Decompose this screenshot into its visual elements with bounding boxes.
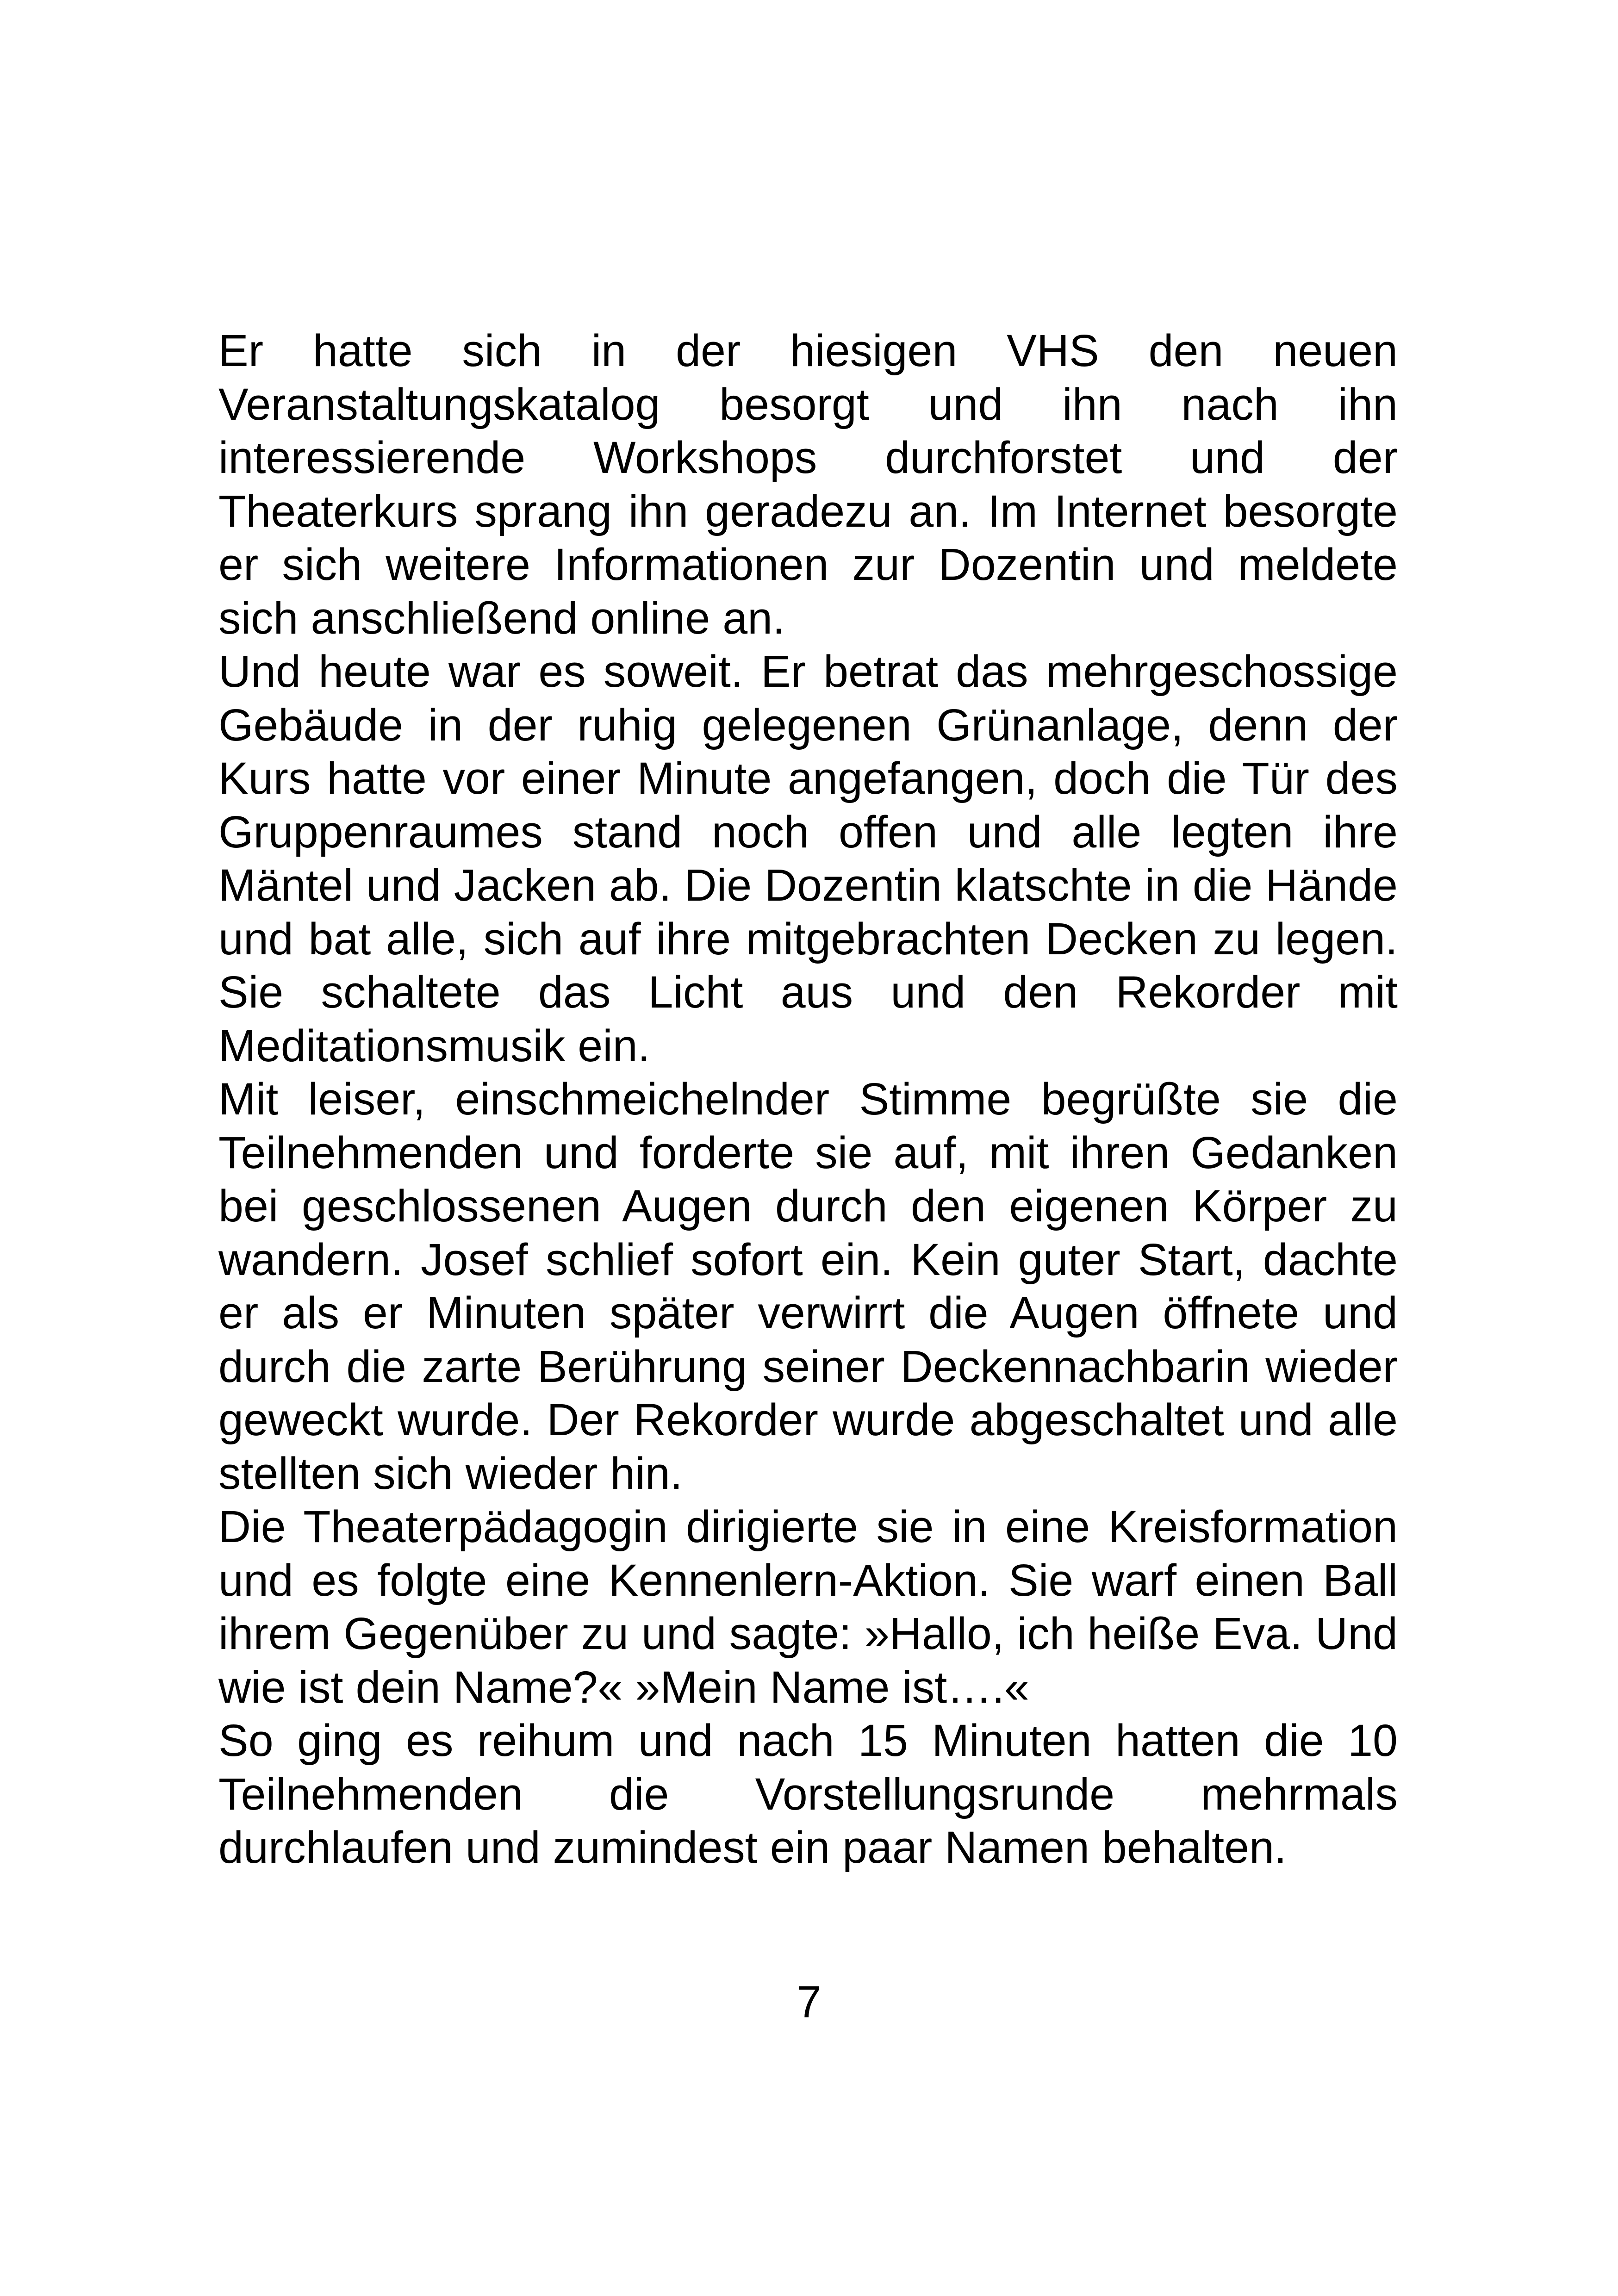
page-number: 7 bbox=[797, 1977, 821, 2027]
paragraph: So ging es reihum und nach 15 Minuten hatten die 10 Teilnehmenden die Vorstellungsrunde mehrmals durchlaufen und zumindest ein paar Namen behalten. bbox=[218, 1715, 1398, 1873]
paragraph: Mit leiser, einschmeichelnder Stimme begrüßte sie die Teilnehmenden und forderte sie auf, mit ihren Gedanken bei geschlossenen Augen durch den eigenen Körper zu wandern. Josef schlief sofort ein. Kein guter Start, dachte er als er Minuten später verwirrt die Augen öffnete und durch die zarte Berührung seiner Deckennachbarin wieder geweckt wurde. Der Rekorder wurde abgeschaltet und alle stellten sich wieder hin. bbox=[218, 1074, 1398, 1499]
paragraph: Und heute war es soweit. Er betrat das mehrgeschossige Gebäude in der ruhig gelegenen Grünanlage, denn der Kurs hatte vor einer Minute angefangen, doch die Tür des Gruppenraumes stand noch offen und alle legten ihre Mäntel und Jacken ab. Die Dozentin klatschte in die Hände und bat alle, sich auf ihre mitgebrachten Decken zu legen. Sie schaltete das Licht aus und den Rekorder mit Meditationsmusik ein. bbox=[218, 646, 1398, 1071]
body-text bbox=[218, 324, 1398, 1874]
paragraph: Die Theaterpädagogin dirigierte sie in eine Kreisformation und es folgte eine Kennenlern-Aktion. Sie warf einen Ball ihrem Gegenüber zu und sagte: »Hallo, ich heiße Eva. Und wie ist dein Name?« »Mein Name ist….« bbox=[218, 1501, 1398, 1712]
paragraph: Er hatte sich in der hiesigen VHS den neuen Veranstaltungskatalog besorgt und ihn nach ihn interessierende Workshops durchforstet und der Theaterkurs sprang ihn geradezu an. Im Internet besorgte er sich weitere Informationen zur Dozentin und meldete sich anschließend online an. bbox=[218, 325, 1398, 643]
